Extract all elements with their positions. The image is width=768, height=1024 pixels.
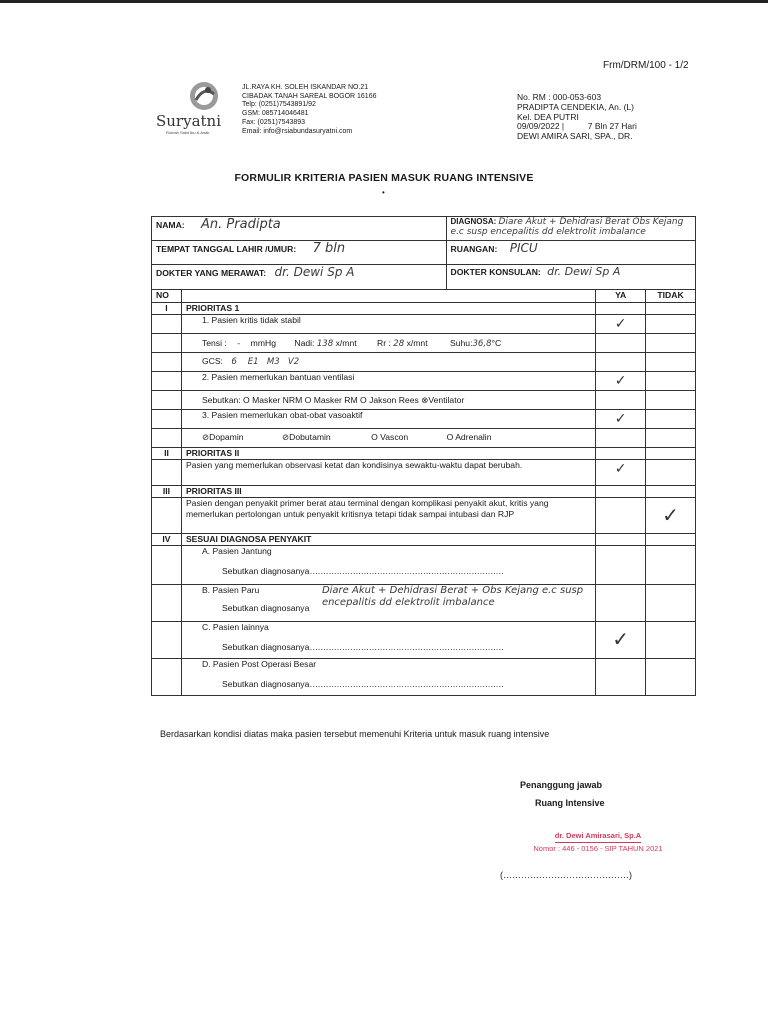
no-cell — [152, 498, 182, 534]
p4-a-cell — [181, 546, 595, 585]
dotted-line: ……………………………………………………………… — [309, 566, 504, 576]
option-ventilator: Ventilator — [428, 395, 465, 405]
ya-cell — [596, 546, 646, 585]
ya-cell — [596, 353, 646, 372]
diagnosa-label: DIAGNOSA: — [450, 217, 497, 226]
ttl-cell — [152, 241, 447, 265]
address-line: GSM: 085714046481 — [242, 110, 309, 118]
col-ya-header: YA — [596, 290, 646, 303]
col-blank-header — [181, 290, 595, 303]
ya-cell — [596, 429, 646, 448]
sebutkan-label: Sebutkan diagnosanya — [221, 679, 310, 689]
option-adrenalin: O Adrenalin — [446, 432, 492, 442]
p4-number: IV — [152, 534, 182, 546]
ruangan-cell — [446, 241, 695, 265]
tidak-cell — [646, 410, 696, 429]
option-vascon: O Vascon — [371, 432, 409, 442]
p3-text: Pasien dengan penyakit primer berat atau terminal dengan komplikasi penyakit akut, kritis yang memerlukan pertolongan untuk penyakit kritisnya tetapi tidak sampai intubasi dan RJP — [181, 498, 595, 534]
sebutkan-label: Sebutkan diagnosanya — [221, 603, 310, 613]
tidak-cell — [646, 353, 696, 372]
no-cell — [152, 315, 182, 334]
closing-statement: Berdasarkan kondisi diatas maka pasien tersebut memenuhi Kriteria untuk masuk ruang intensive — [160, 729, 550, 739]
suhu-label: Suhu: — [450, 338, 473, 348]
tidak-cell — [646, 546, 696, 585]
p4-b-handwritten-diagnosis: Diare Akut + Dehidrasi Berat + Obs Kejang e.c susp encepalitis dd elektrolit imbalance — [321, 585, 584, 608]
tensi-label: Tensi : — [201, 338, 227, 348]
no-cell — [152, 585, 182, 622]
stamp-nomor: Nomor : 446 - 0156 - SIP TAHUN 2021 — [533, 844, 663, 853]
tidak-cell — [646, 391, 696, 410]
tidak-cell — [646, 622, 696, 659]
no-cell — [152, 372, 182, 391]
p3-title: PRIORITAS III — [181, 486, 595, 498]
address-line: JL.RAYA KH. SOLEH ISKANDAR NO.21 — [242, 84, 369, 91]
ruangan-value: PICU — [509, 241, 538, 255]
p4-title: SESUAI DIAGNOSA PENYAKIT — [181, 534, 595, 546]
p4-b-label: B. Pasien Paru — [201, 585, 260, 595]
address-line: Telp: (0251)7543891/92 — [242, 101, 316, 109]
p4-b-cell — [181, 585, 595, 622]
patient-label-line: Kel. DEA PUTRI — [517, 111, 579, 122]
p1-item2: 2. Pasien memerlukan bantuan ventilasi — [181, 372, 595, 391]
konsulan-value: dr. Dewi Sp A — [547, 265, 621, 278]
tidak-cell — [646, 486, 696, 498]
ya-cell — [596, 534, 646, 546]
p4-c-cell — [181, 622, 595, 659]
ventilation-options — [181, 391, 595, 410]
ttl-value: 7 bln — [312, 241, 346, 256]
dokter-value: dr. Dewi Sp A — [274, 265, 355, 279]
nama-label: NAMA: — [156, 220, 185, 230]
no-cell — [152, 429, 182, 448]
p4-c-sebutkan — [202, 642, 591, 652]
p1-item3: 3. Pasien memerlukan obat-obat vasoaktif — [181, 410, 595, 429]
ya-cell — [596, 303, 646, 315]
option-masker-rm: O Masker RM — [304, 395, 358, 405]
p4-d-label: D. Pasien Post Operasi Besar — [201, 659, 317, 669]
p4-c-label: C. Pasien lainnya — [201, 622, 269, 632]
tidak-cell — [646, 448, 696, 460]
option-dopamin-checked: ⊘Dopamin — [201, 432, 244, 442]
p2-title: PRIORITAS II — [181, 448, 595, 460]
patient-label-line: 09/09/2022 | 7 Bln 27 Hari — [517, 121, 637, 132]
ya-cell — [596, 334, 646, 353]
criteria-table — [151, 216, 696, 696]
rr-value: 28 — [393, 339, 405, 349]
form-title: FORMULIR KRITERIA PASIEN MASUK RUANG INTENSIVE — [234, 172, 534, 184]
address-line: Fax: (0251)7543893 — [242, 118, 306, 126]
sebutkan-label: Sebutkan: — [201, 395, 241, 405]
dotted-line: ……………………………………………………………… — [309, 679, 504, 689]
no-cell — [152, 460, 182, 486]
no-cell — [152, 334, 182, 353]
option-jakson-rees: O Jakson Rees — [360, 395, 419, 405]
no-cell — [152, 410, 182, 429]
tidak-cell — [646, 534, 696, 546]
signature-line: (……………………………………) — [500, 870, 632, 880]
gcs-label: GCS: — [201, 356, 223, 366]
nadi-unit: x/mnt — [335, 338, 357, 348]
title-dot: • — [382, 188, 385, 197]
logo-text: Suryatni — [156, 112, 222, 130]
suhu-value: 36,8 — [472, 339, 492, 349]
ttl-label: TEMPAT TANGGAL LAHIR /UMUR: — [156, 244, 297, 254]
ruangan-label: RUANGAN: — [450, 244, 498, 254]
col-no-header: NO — [152, 290, 182, 303]
hospital-address — [242, 84, 376, 136]
p1-number: I — [152, 303, 182, 315]
ya-checkmark: ✓ — [596, 622, 646, 659]
nama-value: An. Pradipta — [201, 217, 281, 232]
tidak-cell — [646, 659, 696, 696]
doctor-stamp — [508, 830, 688, 854]
dokter-label: DOKTER YANG MERAWAT: — [156, 268, 267, 278]
option-dobutamin-checked: ⊘Dobutamin — [281, 432, 331, 442]
no-cell — [152, 546, 182, 585]
gcs-value: 6 E1 M3 V2 — [231, 357, 300, 367]
responsible-line2: Ruang Intensive — [535, 798, 605, 808]
no-cell — [152, 391, 182, 410]
rr-label: Rr : — [377, 338, 391, 348]
option-dobutamin: Dobutamin — [289, 432, 331, 442]
ya-cell — [596, 391, 646, 410]
ya-checkmark: ✓ — [596, 315, 646, 334]
address-line: Email: info@rsiabundasuryatni.com — [242, 127, 353, 135]
tidak-checkmark: ✓ — [646, 498, 696, 534]
vitals-row — [181, 334, 595, 353]
konsulan-cell — [446, 265, 695, 290]
col-tidak-header: TIDAK — [646, 290, 696, 303]
address-line: CIBADAK TANAH SAREAL BOGOR 16166 — [242, 92, 377, 100]
tidak-cell — [646, 334, 696, 353]
tidak-cell — [646, 585, 696, 622]
ya-checkmark: ✓ — [596, 410, 646, 429]
logo-subtext: Rumah Sakit Ibu & Anak — [166, 130, 210, 135]
vasoactive-options — [181, 429, 595, 448]
p3-number: III — [152, 486, 182, 498]
form-code: Frm/DRM/100 - 1/2 — [603, 60, 689, 71]
no-cell — [152, 622, 182, 659]
diagnosa-value: Diare Akut + Dehidrasi Berat Obs Kejang e.c susp encepalitis dd elektrolit imbalance — [450, 217, 684, 237]
p1-item1: 1. Pasien kritis tidak stabil — [181, 315, 595, 334]
tensi-unit: mmHg — [250, 338, 276, 348]
nama-cell — [152, 217, 447, 241]
p4-a-label: A. Pasien Jantung — [201, 546, 272, 556]
tensi-value: - — [237, 339, 241, 349]
hospital-logo — [152, 78, 232, 140]
diagnosa-cell — [446, 217, 695, 241]
no-cell — [152, 659, 182, 696]
gcs-row — [181, 353, 595, 372]
patient-label-line: No. RM : 000-053-603 — [517, 92, 602, 102]
rr-unit: x/mnt — [406, 338, 428, 348]
ya-checkmark: ✓ — [596, 372, 646, 391]
p2-text: Pasien yang memerlukan observasi ketat dan kondisinya sewaktu-waktu dapat berubah. — [181, 460, 595, 486]
nadi-value: 138 — [316, 339, 334, 349]
ya-cell — [596, 448, 646, 460]
konsulan-label: DOKTER KONSULAN: — [450, 267, 541, 277]
suhu-unit: °C — [491, 338, 502, 348]
dokter-cell — [152, 265, 447, 290]
top-border — [0, 0, 768, 3]
p4-d-sebutkan — [202, 679, 591, 689]
sebutkan-label: Sebutkan diagnosanya — [221, 642, 310, 652]
nadi-label: Nadi: — [294, 338, 315, 348]
patient-label-line: DEWI AMIRA SARI, SPA., DR. — [517, 131, 633, 142]
ya-cell — [596, 498, 646, 534]
p4-d-cell — [181, 659, 595, 696]
tidak-cell — [646, 429, 696, 448]
option-masker-nrm: O Masker NRM — [243, 395, 303, 405]
sebutkan-label: Sebutkan diagnosanya — [221, 566, 310, 576]
option-ventilator-checked: ⊗Ventilator — [421, 395, 465, 405]
ya-cell — [596, 486, 646, 498]
tidak-cell — [646, 460, 696, 486]
option-dopamin: Dopamin — [209, 432, 244, 442]
p4-a-sebutkan — [202, 566, 591, 576]
ya-checkmark: ✓ — [596, 460, 646, 486]
patient-label-line: PRADIPTA CENDEKIA, An. (L) — [517, 101, 634, 112]
tidak-cell — [646, 315, 696, 334]
ya-cell — [596, 659, 646, 696]
tidak-cell — [646, 372, 696, 391]
responsible-line1: Penanggung jawab — [520, 780, 603, 790]
patient-label-sticker — [517, 93, 637, 142]
p2-number: II — [152, 448, 182, 460]
stamp-doctor-name: dr. Dewi Amirasari, Sp.A — [555, 830, 641, 843]
no-cell — [152, 353, 182, 372]
tidak-cell — [646, 303, 696, 315]
dotted-line: ……………………………………………………………… — [309, 642, 504, 652]
p1-title: PRIORITAS 1 — [181, 303, 595, 315]
